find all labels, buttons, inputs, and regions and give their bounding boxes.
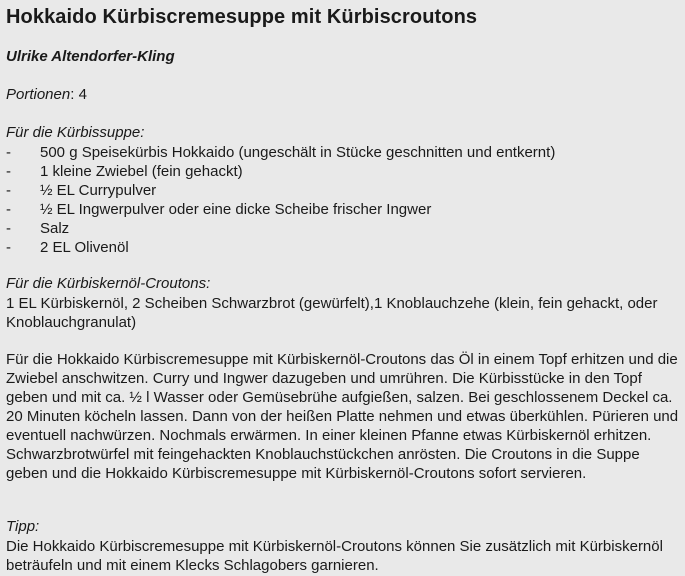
recipe-author: Ulrike Altendorfer-Kling: [6, 48, 175, 65]
list-bullet: -: [6, 201, 11, 218]
ingredient-text: 1 kleine Zwiebel (fein gehackt): [40, 163, 243, 180]
recipe-title: Hokkaido Kürbiscremesuppe mit Kürbiscroutons: [6, 6, 478, 28]
ingredient-text: 2 EL Olivenöl: [40, 239, 129, 256]
ingredient-item: [6, 162, 555, 181]
list-bullet: -: [6, 220, 11, 237]
ingredient-item: [6, 181, 555, 200]
list-bullet: -: [6, 163, 11, 180]
ingredient-item: [6, 238, 555, 257]
list-bullet: -: [6, 182, 11, 199]
croutons-ingredients-text: 1 EL Kürbiskernöl, 2 Scheiben Schwarzbrot (gewürfelt),1 Knoblauchzehe (klein, fein gehackt, oder Knoblauchgranulat): [6, 295, 658, 331]
ingredient-item: [6, 143, 555, 162]
list-bullet: -: [6, 239, 11, 256]
list-bullet: -: [6, 144, 11, 161]
ingredient-text: 500 g Speisekürbis Hokkaido (ungeschält in Stücke geschnitten und entkernt): [40, 144, 556, 161]
soup-ingredients-heading: Für die Kürbissuppe:: [6, 124, 145, 141]
ingredient-text: ½ EL Currypulver: [40, 182, 157, 199]
portions-line: [6, 86, 87, 103]
portions-value: 4: [78, 86, 87, 103]
portions-separator: :: [70, 86, 79, 103]
tip-heading: Tipp:: [6, 518, 40, 535]
ingredient-text: Salz: [40, 220, 70, 237]
ingredient-item: [6, 219, 555, 238]
tip-text: Die Hokkaido Kürbiscremesuppe mit Kürbiskernöl-Croutons können Sie zusätzlich mit Kürbiskernöl beträufeln und mit einem Klecks Schlagobers garnieren.: [6, 538, 663, 574]
portions-label: Portionen: [6, 86, 71, 103]
ingredient-text: ½ EL Ingwerpulver oder eine dicke Scheibe frischer Ingwer: [40, 201, 432, 218]
croutons-ingredients-heading: Für die Kürbiskernöl-Croutons:: [6, 275, 211, 292]
ingredient-item: [6, 200, 555, 219]
soup-ingredient-list: [6, 143, 555, 257]
instructions-paragraph: Für die Hokkaido Kürbiscremesuppe mit Kürbiskernöl-Croutons das Öl in einem Topf erhitzen und die Zwiebel anschwitzen. Curry und Ingwer dazugeben und umrühren. Die Kürbisstücke in den Topf geben und mit ca. ½ l Wasser oder Gemüsebrühe aufgießen, salzen. Bei geschlossenem Deckel ca. 20 Minuten köcheln lassen. Dann von der heißen Platte nehmen und etwas überkühlen. Pürieren und eventuell nachwürzen. Nochmals erwärmen. In einer kleinen Pfanne etwas Kürbiskernöl erhitzen. Schwarzbrotwürfel mit feingehackten Knoblauchstückchen anrösten. Die Croutons in die Suppe geben und die Hokkaido Kürbiscremesuppe mit Kürbiskernöl-Croutons sofort servieren.: [6, 351, 679, 482]
